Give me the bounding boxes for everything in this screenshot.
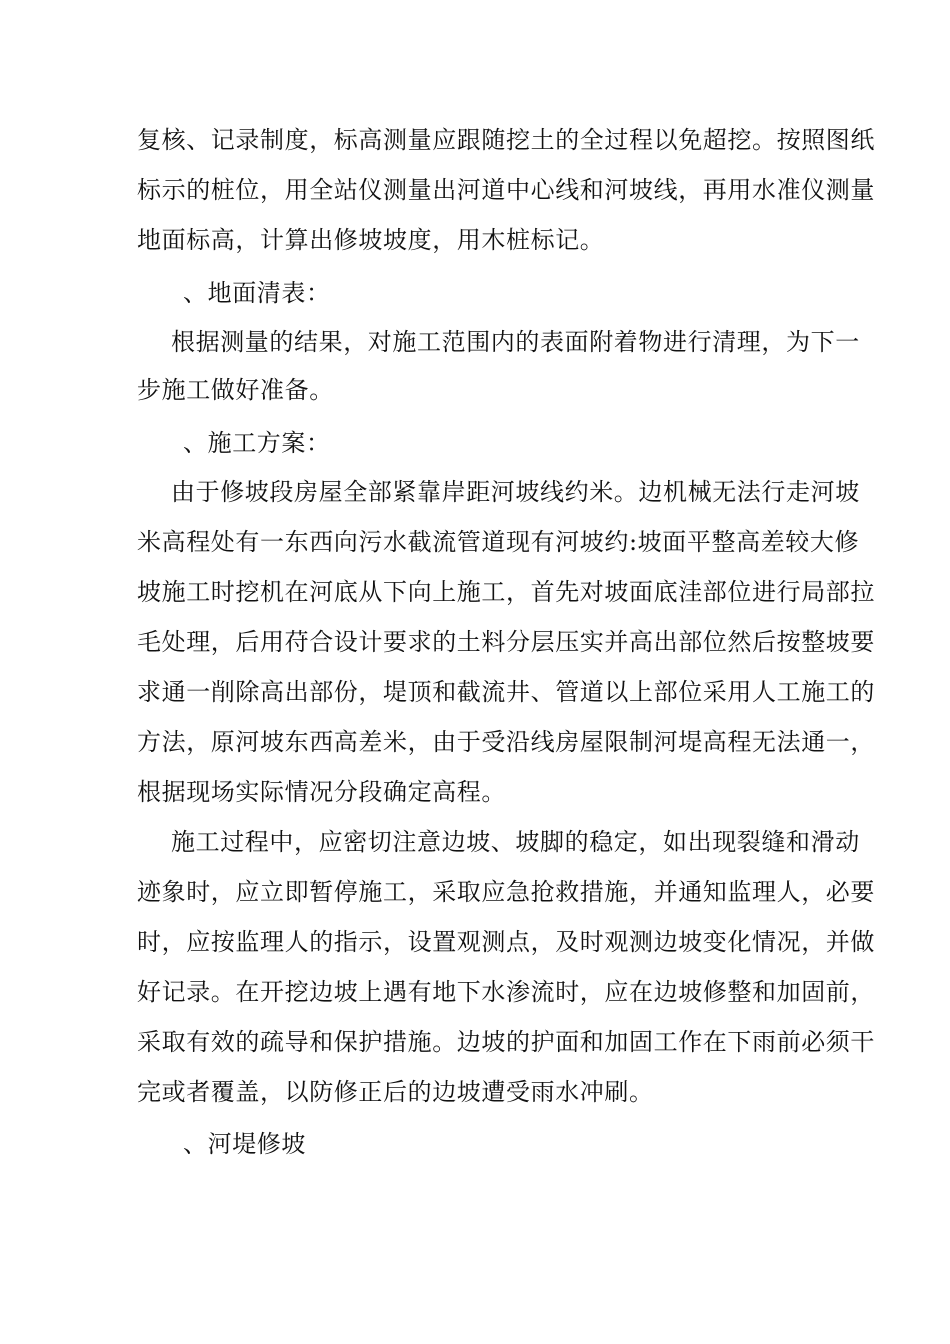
section-heading-embankment-slope: 、河堤修坡 (183, 1130, 306, 1158)
paragraph-5-line-1: 由于修坡段房屋全部紧靠岸距河坡线约米。边机械无法行走河坡 (171, 478, 860, 506)
paragraph-6-line-2: 迹象时，应立即暂停施工，采取应急抢救措施，并通知监理人，必要 (137, 878, 875, 906)
paragraph-6-line-4: 好记录。在开挖边坡上遇有地下水渗流时，应在边坡修整和加固前， (137, 978, 875, 1006)
paragraph-3-line-2: 步施工做好准备。 (137, 376, 334, 404)
section-heading-construction-plan: 、施工方案： (183, 429, 331, 457)
paragraph-1-line-3: 地面标高，计算出修坡坡度，用木桩标记。 (137, 226, 605, 254)
paragraph-5-line-3: 坡施工时挖机在河底从下向上施工，首先对坡面底洼部位进行局部拉 (137, 578, 875, 606)
paragraph-6-line-1: 施工过程中，应密切注意边坡、坡脚的稳定，如出现裂缝和滑动 (171, 828, 860, 856)
paragraph-5-line-7: 根据现场实际情况分段确定高程。 (137, 778, 506, 806)
paragraph-1-line-2: 标示的桩位，用全站仪测量出河道中心线和河坡线，再用水准仪测量 (137, 176, 875, 204)
paragraph-5-line-5: 求通一削除高出部份，堤顶和截流井、管道以上部位采用人工施工的 (137, 678, 875, 706)
paragraph-6-line-5: 采取有效的疏导和保护措施。边坡的护面和加固工作在下雨前必须干 (137, 1028, 875, 1056)
paragraph-3-line-1: 根据测量的结果，对施工范围内的表面附着物进行清理，为下一 (171, 328, 860, 356)
paragraph-5-line-6: 方法，原河坡东西高差米，由于受沿线房屋限制河堤高程无法通一， (137, 728, 875, 756)
section-heading-ground-clearing: 、地面清表： (183, 279, 331, 307)
paragraph-1-line-1: 复核、记录制度，标高测量应跟随挖土的全过程以免超挖。按照图纸 (137, 126, 875, 154)
paragraph-6-line-3: 时，应按监理人的指示，设置观测点，及时观测边坡变化情况，并做 (137, 928, 875, 956)
paragraph-6-line-6: 完或者覆盖，以防修正后的边坡遭受雨水冲刷。 (137, 1078, 654, 1106)
paragraph-5-line-4: 毛处理，后用苻合设计要求的土料分层压实并高出部位然后按整坡要 (137, 628, 875, 656)
paragraph-5-line-2: 米高程处有一东西向污水截流管道现有河坡约:坡面平整高差较大修 (137, 528, 860, 556)
